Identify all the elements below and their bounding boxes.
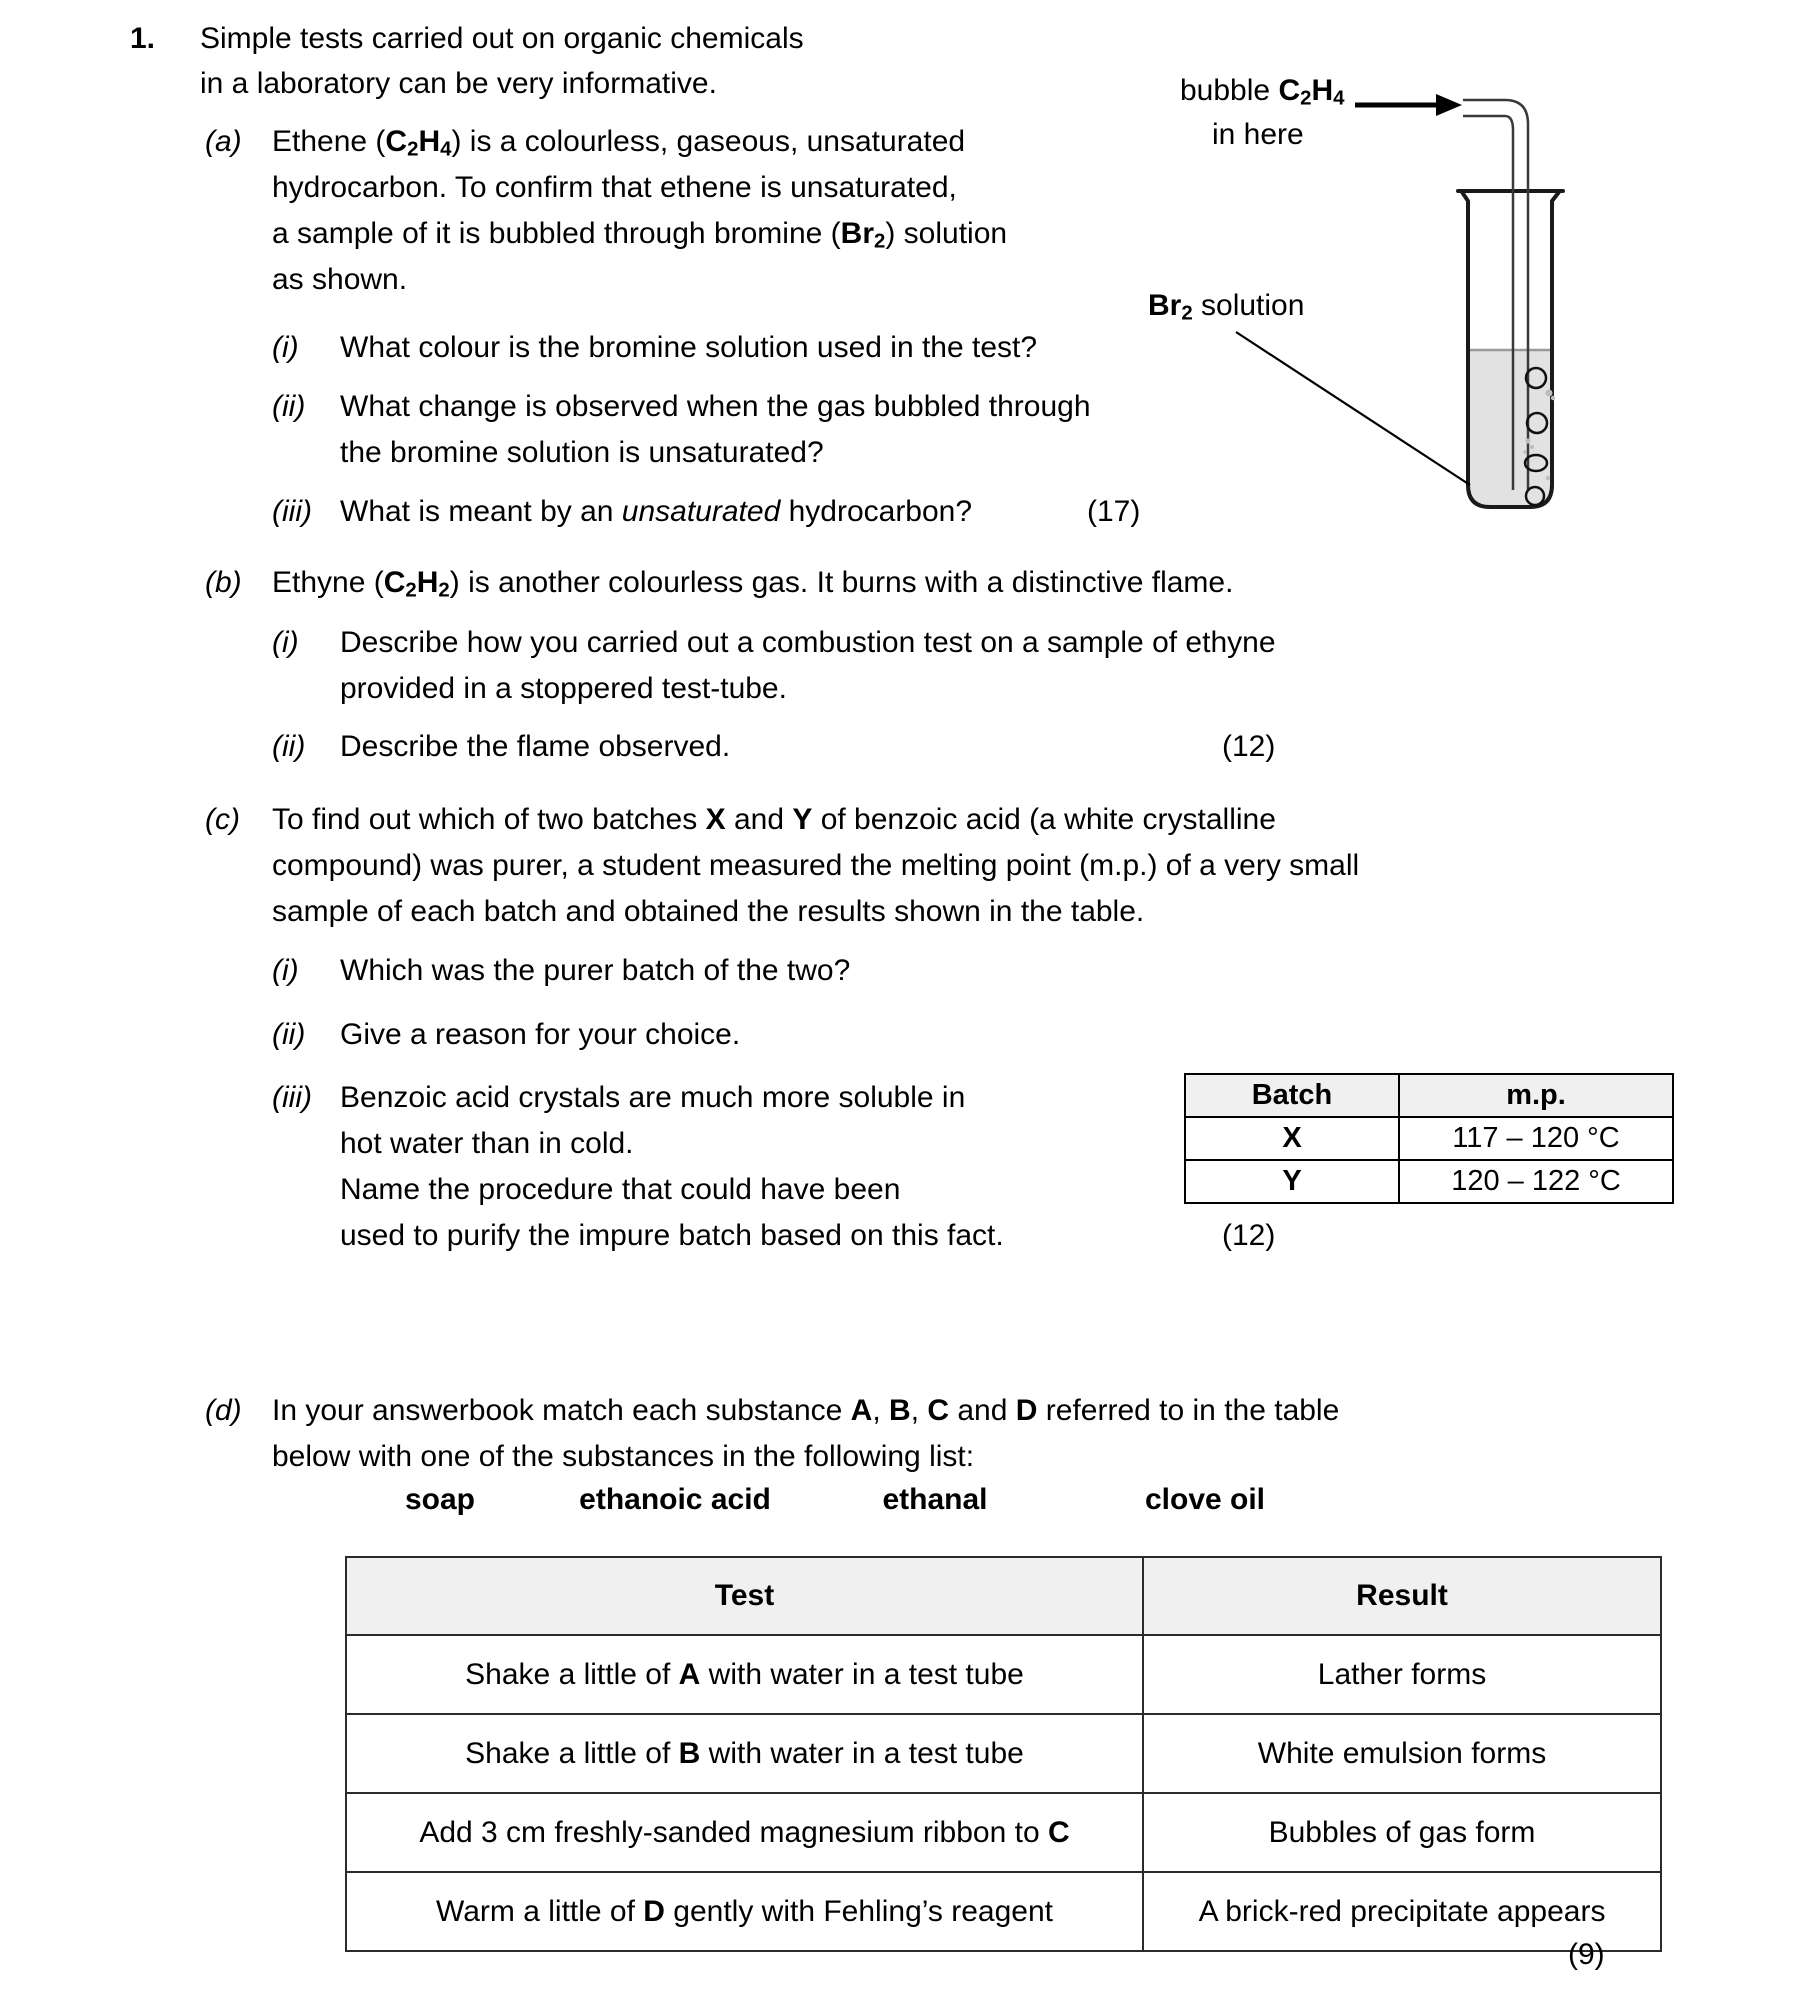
part-d-line2: below with one of the substances in the following list: [272, 1440, 975, 1473]
substance-option-ethanal: ethanal [882, 1483, 988, 1516]
part-d-line1 [272, 1386, 1339, 1436]
tr-test-b-bold: B [678, 1736, 701, 1770]
mp-cell-value-x: 117 – 120 °C [1399, 1117, 1673, 1160]
part-b-item-ii-line1: Describe the flame observed. [340, 730, 731, 763]
apparatus-svg [1180, 60, 1700, 530]
tr-test-c-bold: C [1047, 1815, 1070, 1849]
part-d-comma2: , [910, 1394, 928, 1427]
tr-test-d-post: gently with Fehling’s reagent [664, 1894, 1053, 1928]
formula-h: H [418, 125, 441, 158]
mp-header-batch: Batch [1185, 1074, 1399, 1117]
part-a-label: (a) [205, 125, 242, 158]
part-c-marks: (12) [1222, 1219, 1276, 1252]
substance-ref-d: D [1015, 1394, 1038, 1427]
formula-ethyne-h-sub: 2 [438, 579, 450, 602]
part-c-line1-mid: and [725, 803, 793, 836]
substance-option-soap: soap [404, 1483, 476, 1516]
part-c-line3: sample of each batch and obtained the results shown in the table. [272, 895, 1145, 928]
mp-header-mp: m.p. [1399, 1074, 1673, 1117]
bromine-solution-fill [1468, 350, 1552, 507]
table-row [346, 1635, 1661, 1714]
part-b-item-ii-label: (ii) [272, 730, 306, 763]
inlet-formula-c-sub: 2 [1300, 87, 1312, 110]
tr-test-c-pre: Add 3 cm freshly-sanded magnesium ribbon to [419, 1815, 1048, 1849]
substance-option-ethanoic-acid: ethanoic acid [579, 1483, 771, 1516]
part-a-item-iii-post: hydrocarbon? [780, 495, 973, 528]
tr-test-b-post: with water in a test tube [700, 1736, 1024, 1770]
part-c-item-i-label: (i) [272, 954, 299, 987]
part-d-marks: (9) [1568, 1938, 1605, 1971]
solution-label-sub: 2 [1181, 302, 1193, 325]
inlet-label-line2: in here [1212, 118, 1304, 151]
tr-cell-result-d: A brick-red precipitate appears [1143, 1872, 1661, 1951]
tr-test-a-post: with water in a test tube [700, 1657, 1024, 1691]
batch-x-ref: X [705, 803, 726, 836]
part-c-line1 [272, 795, 1276, 845]
tr-cell-test-b [346, 1714, 1143, 1793]
part-a-item-i-text: What colour is the bromine solution used in the test? [340, 331, 1038, 364]
question-number: 1. [130, 22, 156, 55]
part-c-item-iii-line1: Benzoic acid crystals are much more soluble in [340, 1081, 966, 1114]
part-c-item-iii-line3: Name the procedure that could have been [340, 1173, 901, 1206]
inlet-formula-h-sub: 4 [1333, 87, 1345, 110]
tr-cell-result-b: White emulsion forms [1143, 1714, 1661, 1793]
part-a-line1-pre: Ethene ( [272, 125, 386, 158]
bromine-test-apparatus-diagram [1148, 60, 1700, 530]
part-a-item-ii-label: (ii) [272, 390, 306, 423]
tr-test-a-bold: A [678, 1657, 701, 1691]
table-row [1185, 1160, 1673, 1203]
table-row [346, 1714, 1661, 1793]
part-c-item-ii-line1: Give a reason for your choice. [340, 1018, 741, 1051]
part-c-line1-post: of benzoic acid (a white crystalline [812, 803, 1276, 836]
test-result-table [345, 1556, 1662, 1952]
part-b-item-i-line1: Describe how you carried out a combustion test on a sample of ethyne [340, 626, 1276, 659]
substance-ref-b: B [889, 1394, 911, 1427]
formula-br: Br [840, 217, 874, 250]
batch-y-ref: Y [792, 803, 813, 836]
part-a-item-i-label: (i) [272, 331, 299, 364]
part-c-line1-pre: To find out which of two batches [272, 803, 706, 836]
part-a-line3-post: ) solution [885, 217, 1008, 250]
mp-table-header-row [1185, 1074, 1673, 1117]
tr-test-b-pre: Shake a little of [465, 1736, 679, 1770]
part-a-item-iii-label: (iii) [272, 495, 312, 528]
formula-ethyne-c: C [383, 566, 406, 599]
part-a-line2: hydrocarbon. To confirm that ethene is unsaturated, [272, 171, 957, 204]
part-a-item-ii-line1: What change is observed when the gas bubbled through [340, 390, 1091, 423]
solution-label-post: solution [1192, 289, 1305, 322]
tr-cell-result-c: Bubbles of gas form [1143, 1793, 1661, 1872]
part-a-item-ii-line2: the bromine solution is unsaturated? [340, 436, 824, 469]
substance-option-clove-oil: clove oil [1144, 1483, 1266, 1516]
solution-label-br: Br [1148, 289, 1182, 322]
substance-ref-a: A [850, 1394, 873, 1427]
inlet-label-pre: bubble [1180, 74, 1279, 107]
part-d-line1-post: referred to in the table [1037, 1394, 1340, 1427]
part-d-comma1: , [872, 1394, 890, 1427]
part-a-line3-pre: a sample of it is bubbled through bromine ( [272, 217, 841, 250]
part-d-line1-pre: In your answerbook match each substance [272, 1394, 851, 1427]
part-c-line2: compound) was purer, a student measured the melting point (m.p.) of a very small [272, 849, 1360, 882]
formula-br-sub: 2 [874, 230, 886, 253]
part-d-and: and [949, 1394, 1016, 1427]
inlet-formula-c: C [1278, 74, 1301, 107]
table-row [346, 1793, 1661, 1872]
part-c-label: (c) [205, 803, 240, 836]
gas-flow-arrow-icon [1355, 94, 1462, 116]
part-d-label: (d) [205, 1394, 242, 1427]
formula-ethyne-c-sub: 2 [405, 579, 417, 602]
tr-test-d-pre: Warm a little of [436, 1894, 644, 1928]
part-a-item-iii-emphasis: unsaturated [621, 495, 781, 528]
formula-ethyne-h: H [416, 566, 439, 599]
part-a-item-iii-pre: What is meant by an [340, 495, 622, 528]
formula-h-sub: 4 [440, 138, 452, 161]
part-c-item-iii-line2: hot water than in cold. [340, 1127, 634, 1160]
tr-test-a-pre: Shake a little of [465, 1657, 679, 1691]
table-row [1185, 1117, 1673, 1160]
tr-cell-test-c [346, 1793, 1143, 1872]
question-stem-line1: Simple tests carried out on organic chemicals [200, 22, 804, 55]
part-b-label: (b) [205, 566, 242, 599]
part-c-item-iii-label: (iii) [272, 1081, 312, 1114]
melting-point-table [1184, 1073, 1674, 1204]
tr-cell-test-a [346, 1635, 1143, 1714]
tr-table-header-row [346, 1557, 1661, 1635]
solution-leader-line [1236, 332, 1470, 485]
part-a-line3 [272, 209, 1007, 259]
tr-cell-result-a: Lather forms [1143, 1635, 1661, 1714]
table-row [346, 1872, 1661, 1951]
part-c-item-i-line1: Which was the purer batch of the two? [340, 954, 851, 987]
part-b-line1 [272, 558, 1233, 608]
question-stem-line2: in a laboratory can be very informative. [200, 67, 717, 100]
part-b-line1-pre: Ethyne ( [272, 566, 384, 599]
part-a-line4: as shown. [272, 263, 408, 296]
part-c-item-ii-label: (ii) [272, 1018, 306, 1051]
part-b-line1-post: ) is another colourless gas. It burns with a distinctive flame. [449, 566, 1234, 599]
substance-ref-c: C [927, 1394, 950, 1427]
mp-cell-batch-y: Y [1185, 1160, 1399, 1203]
part-a-line1-post: ) is a colourless, gaseous, unsaturated [451, 125, 966, 158]
inlet-formula-h: H [1311, 74, 1334, 107]
mp-cell-batch-x: X [1185, 1117, 1399, 1160]
tr-header-test: Test [346, 1557, 1143, 1635]
formula-c-sub: 2 [407, 138, 419, 161]
part-b-item-i-label: (i) [272, 626, 299, 659]
part-a-item-iii-text [340, 487, 972, 537]
mp-cell-value-y: 120 – 122 °C [1399, 1160, 1673, 1203]
formula-c: C [385, 125, 408, 158]
tr-cell-test-d [346, 1872, 1143, 1951]
substance-options-list [340, 1483, 1430, 1517]
part-c-item-iii-line4: used to purify the impure batch based on this fact. [340, 1219, 1004, 1252]
part-a-line1 [272, 117, 965, 167]
tr-header-result: Result [1143, 1557, 1661, 1635]
tr-test-d-bold: D [643, 1894, 665, 1928]
part-b-marks: (12) [1222, 730, 1276, 763]
part-a-marks: (17) [1087, 495, 1141, 528]
part-b-item-i-line2: provided in a stoppered test-tube. [340, 672, 787, 705]
